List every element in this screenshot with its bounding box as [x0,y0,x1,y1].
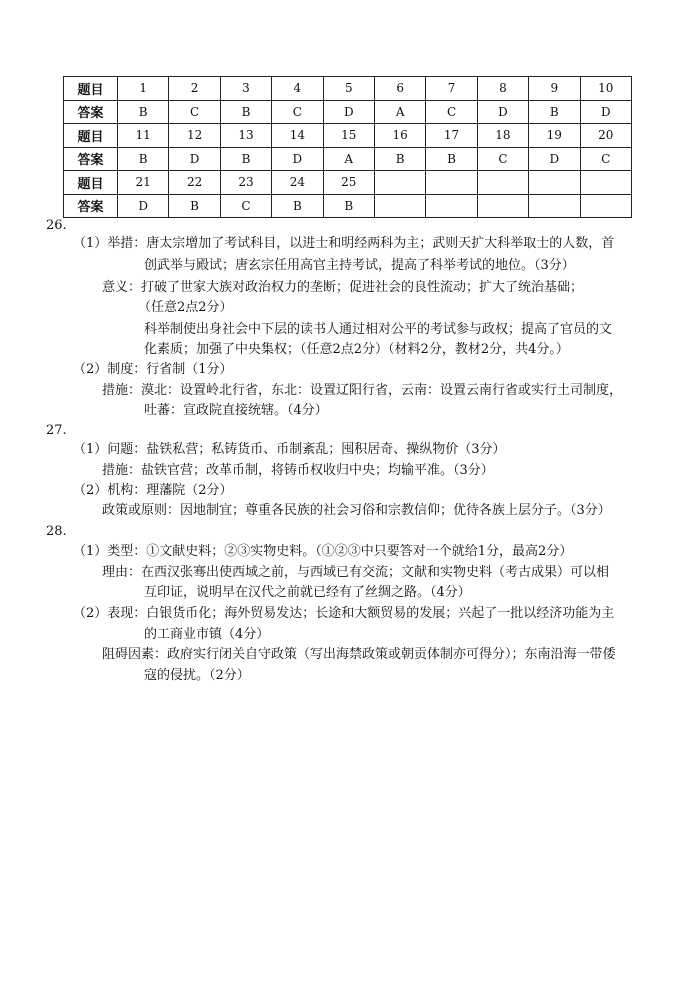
row-header: 答案 [64,147,118,171]
table-cell: A [323,147,374,171]
table-cell: C [426,100,477,124]
table-cell [529,194,580,218]
table-cell: 10 [580,77,631,101]
table-cell: C [220,194,271,218]
table-cell: 19 [529,124,580,148]
table-row [64,77,632,101]
table-row [64,124,632,148]
table-cell: B [323,194,374,218]
table-row [64,194,632,218]
table-cell: 4 [272,77,323,101]
q26-line: 创武举与殿试；唐玄宗任用高官主持考试，提高了科举考试的地位。（3分） [144,258,575,273]
table-cell: 11 [118,124,169,148]
table-cell [374,171,425,195]
table-cell: 3 [220,77,271,101]
q27-line: （2）机构：理藩院（2分） [73,483,233,498]
table-cell: B [529,100,580,124]
table-cell: 16 [374,124,425,148]
table-cell: B [220,100,271,124]
q26-line: （2）制度：行省制（1分） [73,362,233,377]
table-cell: B [118,100,169,124]
table-cell: 15 [323,124,374,148]
table-cell: B [169,194,220,218]
table-cell: 6 [374,77,425,101]
row-header: 答案 [64,194,118,218]
question-27-number: 27. [46,423,67,438]
q28-line: 互印证，说明早在汉代之前就已经有了丝绸之路。（4分） [144,585,471,600]
q26-line: （任意2点2分） [138,300,233,315]
table-cell: B [118,147,169,171]
table-cell: 17 [426,124,477,148]
table-cell [580,194,631,218]
q28-line: 的工商业市镇（4分） [144,627,270,642]
table-cell: D [529,147,580,171]
table-cell: C [272,100,323,124]
table-row [64,100,632,124]
q26-line: 吐蕃：宣政院直接统辖。（4分） [144,403,328,418]
q26-line: 化素质；加强了中央集权；（任意2点2分）（材料2分，教材2分，共4分。） [144,342,569,357]
table-cell: C [580,147,631,171]
table-cell [426,194,477,218]
table-cell: 7 [426,77,477,101]
table-cell: B [426,147,477,171]
q28-line: （2）表现：白银货币化；海外贸易发达；长途和大额贸易的发展；兴起了一批以经济功能为主 [73,606,615,621]
table-cell: A [374,100,425,124]
table-cell [426,171,477,195]
q28-line: 阻碍因素：政府实行闭关自守政策（写出海禁政策或朝贡体制亦可得分）；东南沿海一带倭 [102,647,616,662]
table-cell: 18 [477,124,528,148]
table-cell: 20 [580,124,631,148]
q26-line: 措施：漠北：设置岭北行省，东北：设置辽阳行省，云南：设置云南行省或实行土司制度， [102,383,623,398]
question-26-number: 26. [46,218,67,233]
table-cell: B [272,194,323,218]
table-cell: B [220,147,271,171]
table-cell: C [477,147,528,171]
row-header: 题目 [64,171,118,195]
table-cell: D [272,147,323,171]
q26-line: （1）举措：唐太宗增加了考试科目，以进士和明经两科为主；武则天扩大科举取士的人数，首 [73,236,615,251]
table-cell: 12 [169,124,220,148]
table-cell: 8 [477,77,528,101]
table-cell [477,171,528,195]
q27-line: （1）问题：盐铁私营；私铸货币、币制紊乱；囤积居奇、操纵物价（3分） [73,442,506,457]
table-cell [374,194,425,218]
table-cell: 22 [169,171,220,195]
table-cell: D [477,100,528,124]
table-cell: 9 [529,77,580,101]
row-header: 题目 [64,77,118,101]
row-header: 答案 [64,100,118,124]
q26-line: 科举制使出身社会中下层的读书人通过相对公平的考试参与政权；提高了官员的文 [144,322,613,337]
table-cell: B [374,147,425,171]
table-cell: C [169,100,220,124]
table-cell: D [118,194,169,218]
question-28-number: 28. [46,524,67,539]
table-cell: 13 [220,124,271,148]
table-cell: D [323,100,374,124]
q28-line: （1）类型：①文献史料；②③实物史料。（①②③中只要答对一个就给1分，最高2分） [73,544,573,559]
table-row [64,147,632,171]
table-cell: 2 [169,77,220,101]
q26-line: 意义：打破了世家大族对政治权力的垄断；促进社会的良性流动；扩大了统治基础； [102,280,584,295]
answer-key-table [63,76,632,218]
q27-line: 措施：盐铁官营；改革币制，将铸币权收归中央；均输平准。（3分） [102,463,494,478]
table-cell [477,194,528,218]
table-cell [580,171,631,195]
q28-line: 理由：在西汉张骞出使西域之前，与西域已有交流；文献和实物史料（考古成果）可以相 [102,565,610,580]
table-cell: D [580,100,631,124]
table-cell: 24 [272,171,323,195]
q28-line: 寇的侵扰。（2分） [144,668,250,683]
row-header: 题目 [64,124,118,148]
q27-line: 政策或原则：因地制宜；尊重各民族的社会习俗和宗教信仰；优待各族上层分子。（3分） [102,503,611,518]
table-cell [529,171,580,195]
table-cell: 25 [323,171,374,195]
table-cell: D [169,147,220,171]
table-row [64,171,632,195]
table-cell: 1 [118,77,169,101]
table-cell: 21 [118,171,169,195]
table-cell: 5 [323,77,374,101]
table-cell: 23 [220,171,271,195]
table-cell: 14 [272,124,323,148]
